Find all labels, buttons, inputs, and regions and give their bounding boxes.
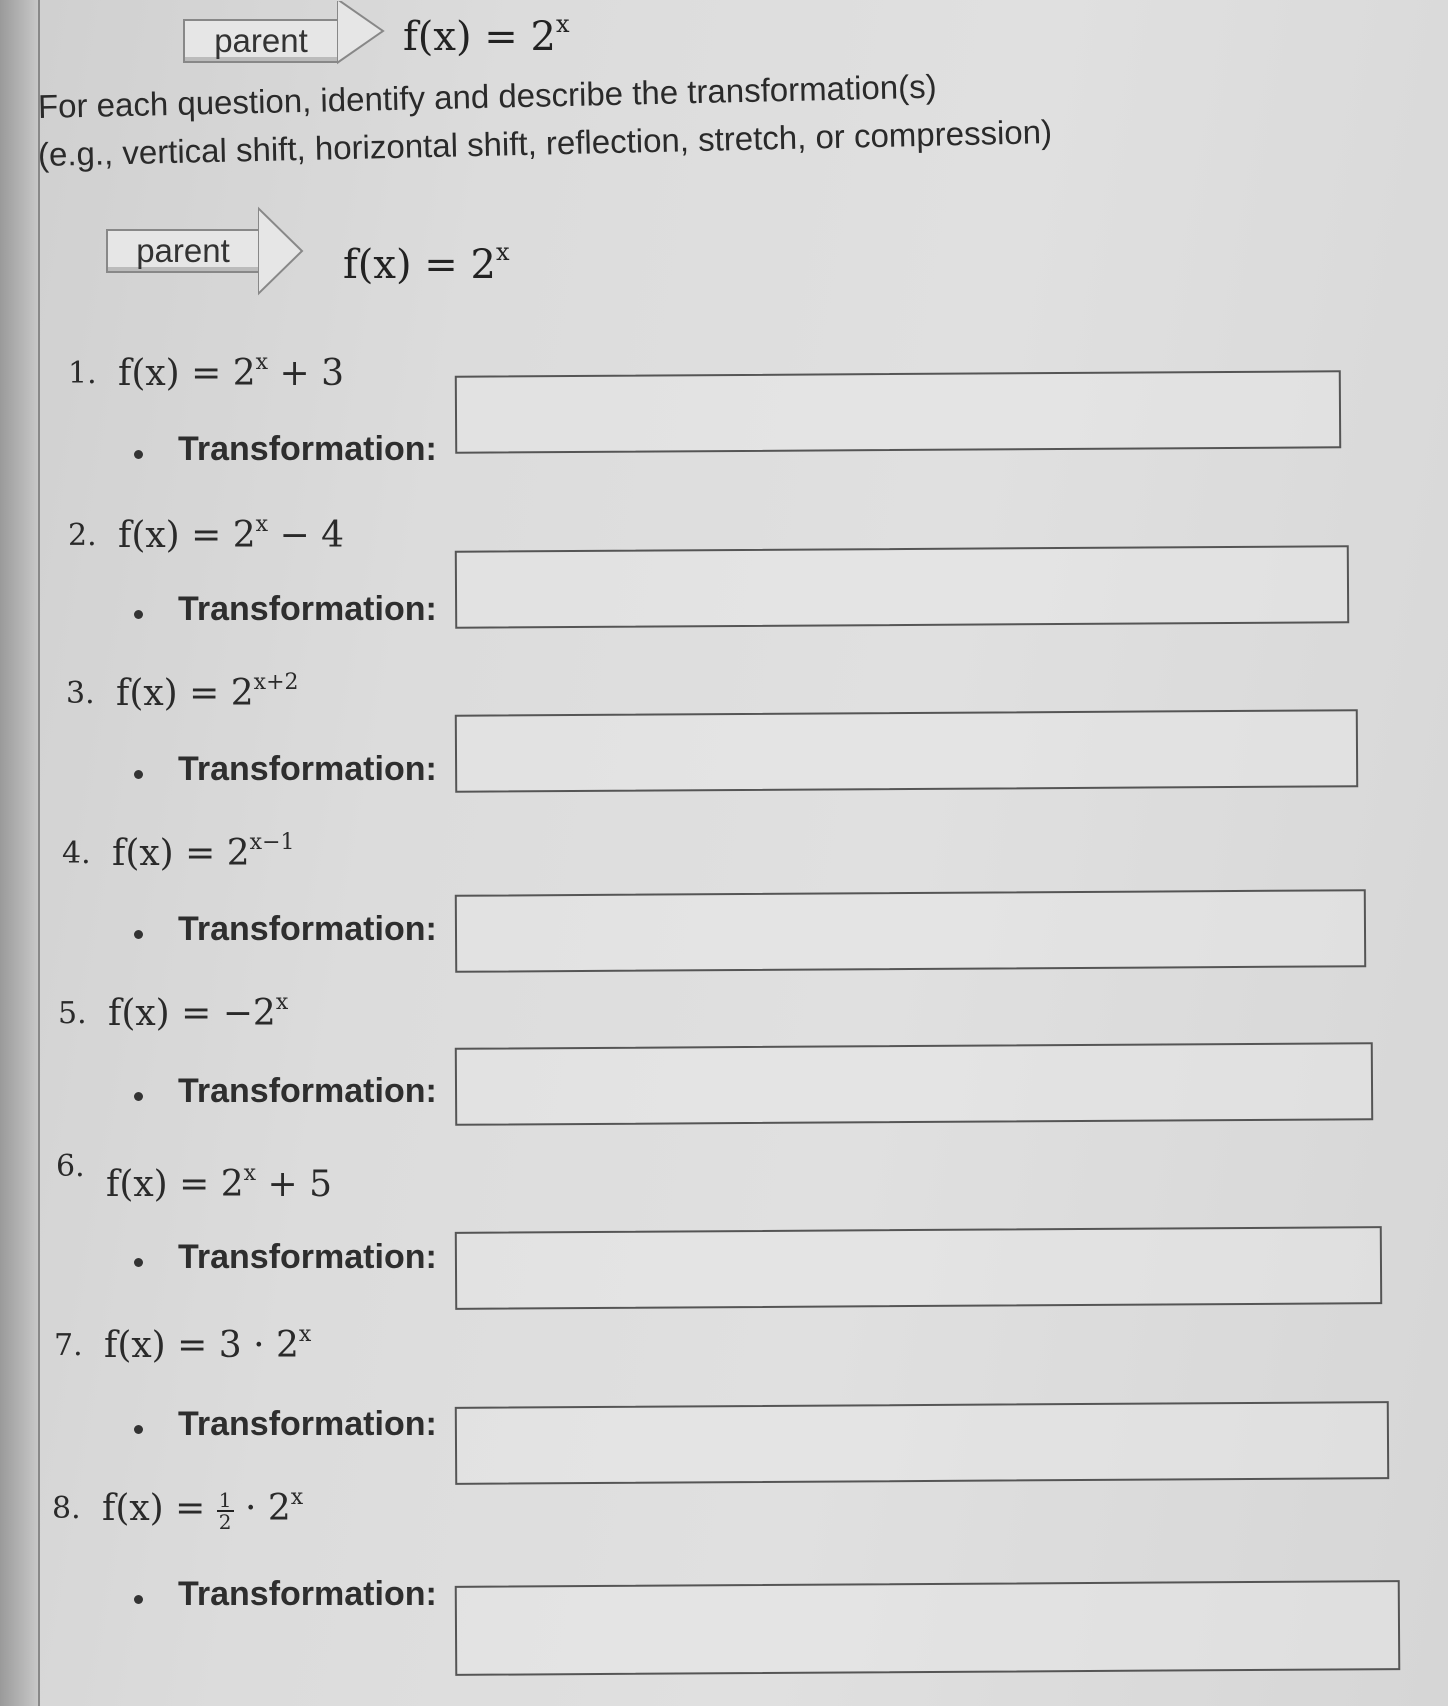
parent-label: parent <box>183 19 337 63</box>
formula-base: f(x) = 2 <box>118 353 256 394</box>
formula-suffix: − 4 <box>268 515 345 556</box>
function-base: f(x) = 2 <box>403 14 556 60</box>
formula-exponent: x <box>255 512 269 537</box>
question-formula <box>104 1322 311 1366</box>
formula-exponent: x <box>290 1485 304 1510</box>
transformation-label: Transformation: <box>178 1575 437 1613</box>
bullet-icon <box>134 1258 143 1267</box>
transformation-label: Transformation: <box>178 590 437 628</box>
question-formula <box>118 512 344 556</box>
transformation-answer-box[interactable] <box>455 370 1341 453</box>
question-number: 6. <box>56 1149 85 1184</box>
fraction-numerator: 1 <box>218 1488 232 1512</box>
fraction-denominator: 2 <box>218 1510 232 1534</box>
formula-exponent: x <box>298 1322 312 1347</box>
question-formula <box>102 1485 303 1532</box>
formula-base: f(x) = 2 <box>106 1164 244 1205</box>
transformation-answer-box[interactable] <box>455 1226 1382 1310</box>
fraction <box>217 1490 234 1532</box>
formula-base-2: · 2 <box>233 1488 291 1529</box>
formula-exponent: x−1 <box>249 830 295 855</box>
bullet-icon <box>134 770 143 779</box>
bullet-icon <box>134 450 143 459</box>
arrow-icon <box>337 1 385 81</box>
formula-exponent: x+2 <box>253 670 299 695</box>
bullet-icon <box>134 930 143 939</box>
question-number: 5. <box>58 996 87 1031</box>
question-number: 8. <box>52 1491 81 1526</box>
arrow-icon <box>258 206 304 296</box>
transformation-answer-box[interactable] <box>455 1580 1401 1676</box>
transformation-answer-box[interactable] <box>455 1042 1373 1126</box>
question-formula <box>112 830 295 874</box>
function-exponent: x <box>555 10 570 38</box>
transformation-answer-box[interactable] <box>455 545 1349 628</box>
transformation-label: Transformation: <box>178 1238 437 1276</box>
page-edge-shadow <box>0 0 40 1706</box>
parent-function-top <box>403 10 570 60</box>
parent-arrow-top <box>183 18 385 64</box>
transformation-answer-box[interactable] <box>455 1401 1389 1485</box>
question-number: 7. <box>54 1328 83 1363</box>
parent-arrow <box>106 228 304 274</box>
formula-base: f(x) = 2 <box>112 833 250 874</box>
transformation-label: Transformation: <box>178 1405 437 1443</box>
formula-base: f(x) = −2 <box>108 993 276 1034</box>
transformation-label: Transformation: <box>178 910 437 948</box>
transformation-answer-box[interactable] <box>455 889 1366 973</box>
formula-exponent: x <box>255 350 269 375</box>
parent-function <box>343 238 510 288</box>
transformation-label: Transformation: <box>178 430 437 468</box>
parent-label: parent <box>106 229 258 273</box>
question-number: 2. <box>68 518 97 553</box>
formula-base: f(x) = 2 <box>116 673 254 714</box>
question-formula <box>106 1161 332 1205</box>
transformation-label: Transformation: <box>178 750 437 788</box>
formula-base: f(x) = 3 · 2 <box>104 1325 299 1366</box>
formula-base: f(x) = <box>102 1488 217 1529</box>
formula-exponent: x <box>243 1161 257 1186</box>
question-formula <box>118 350 344 394</box>
question-formula <box>116 670 299 714</box>
function-base: f(x) = 2 <box>343 242 496 288</box>
bullet-icon <box>134 1595 143 1604</box>
bullet-icon <box>134 1092 143 1101</box>
transformation-label: Transformation: <box>178 1072 437 1110</box>
formula-suffix: + 3 <box>268 353 345 394</box>
question-formula <box>108 990 288 1034</box>
formula-base: f(x) = 2 <box>118 515 256 556</box>
formula-suffix: + 5 <box>256 1164 333 1205</box>
transformation-answer-box[interactable] <box>455 709 1358 793</box>
formula-exponent: x <box>275 990 289 1015</box>
bullet-icon <box>134 1425 143 1434</box>
question-number: 3. <box>66 676 95 711</box>
question-number: 1. <box>68 356 97 391</box>
instruction-line-2: (e.g., vertical shift, horizontal shift, reflection, stretch, or compression) <box>37 112 1053 173</box>
instruction-line-1: For each question, identify and describe the transformation(s) <box>37 67 937 125</box>
question-number: 4. <box>62 836 91 871</box>
function-exponent: x <box>495 238 510 266</box>
bullet-icon <box>134 610 143 619</box>
